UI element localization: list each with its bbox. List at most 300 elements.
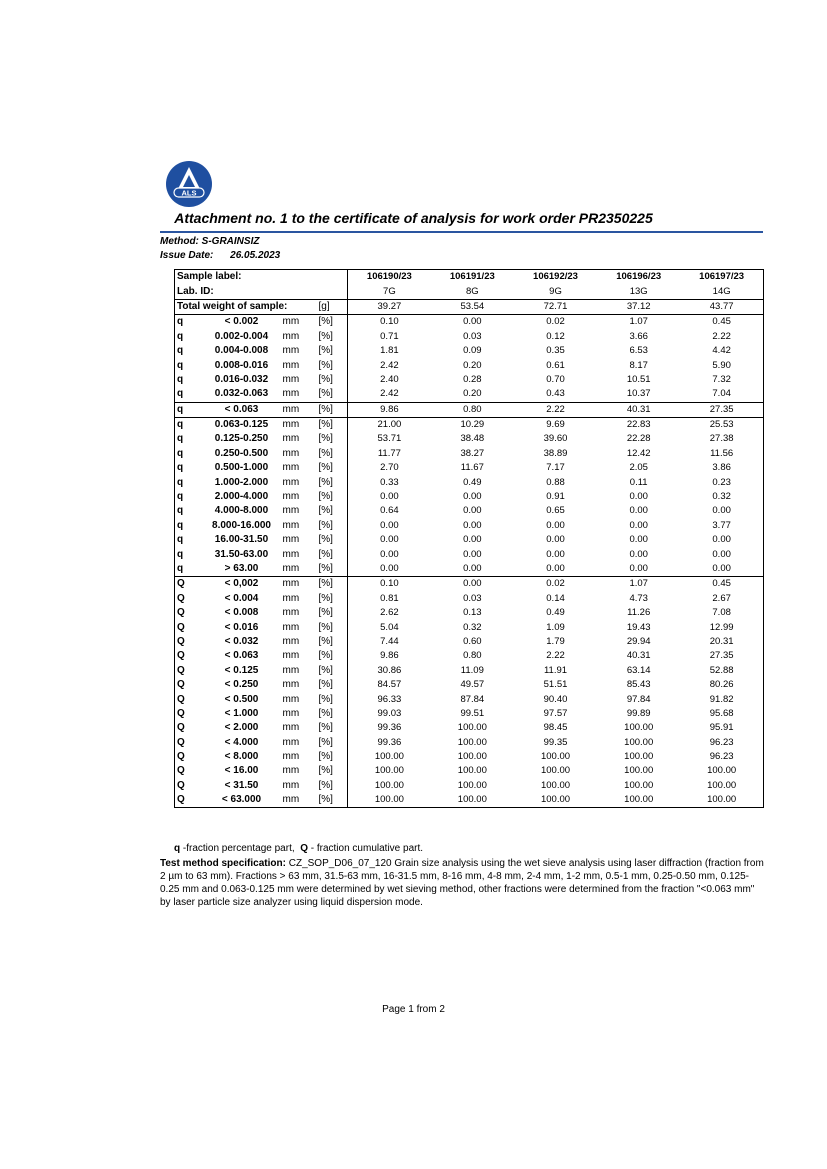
value-cell: 7.04 <box>712 388 731 400</box>
fraction-unit: mm <box>282 447 300 459</box>
fraction-unit: mm <box>282 491 300 503</box>
value-cell: 7.44 <box>348 635 431 649</box>
fraction-type: q <box>175 417 201 432</box>
percent-unit: [%] <box>318 679 333 691</box>
value-cell: 11.91 <box>543 664 568 676</box>
total-weight-cell: 72.71 <box>514 299 597 314</box>
percent-unit: [%] <box>318 447 333 459</box>
fraction-unit: mm <box>282 621 300 633</box>
value-cell: 9.86 <box>348 402 431 417</box>
fraction-type: Q <box>177 751 185 763</box>
fraction-range: 0.250-0.500 <box>214 447 269 459</box>
value-cell: 100.00 <box>457 779 487 791</box>
total-weight-header: Total weight of sample: <box>175 299 319 314</box>
percent-unit: [%] <box>318 707 333 719</box>
fraction-unit: mm <box>283 315 319 330</box>
spec-text: CZ_SOP_D06_07_120 Grain size analysis using the wet sieve analysis using laser diffraction (fraction from 2 µm to 63 mm). Fractions > 63 mm, 31.5-63 mm, 16-31.5 mm, 8-16 mm, 4-8 mm, 2-4 mm, 1-2 mm, 0.5-1 mm, 0.25-0.50 mm, 0.125-0.25 mm and 0.063-0.125 mm were determined by wet sieving method, other fractions were determined from the fraction "<0.063 mm" by laser particle size analyzer using liquid dispersion mode. <box>160 858 764 908</box>
fraction-unit: mm <box>282 388 300 400</box>
fraction-type: Q <box>177 736 185 748</box>
legend <box>174 843 423 854</box>
table-row <box>175 358 764 372</box>
fraction-range: < 8.000 <box>224 751 259 763</box>
fraction-type: Q <box>177 621 185 633</box>
value-cell: 2.42 <box>348 387 431 402</box>
value-cell: 0.49 <box>546 607 565 619</box>
table-row <box>175 387 764 402</box>
fraction-range: 0.125-0.250 <box>214 433 269 445</box>
percent-unit: [%] <box>319 577 343 592</box>
fraction-unit: mm <box>282 373 300 385</box>
fraction-type: q <box>177 345 184 357</box>
value-cell: 0.49 <box>463 476 482 488</box>
table-row <box>175 736 764 750</box>
value-cell: 0.00 <box>463 505 482 517</box>
value-cell: 29.94 <box>626 635 651 647</box>
value-cell: 98.45 <box>543 722 568 734</box>
issue-date-value: 26.05.2023 <box>230 250 281 261</box>
fraction-range: < 0.032 <box>224 635 259 647</box>
fraction-unit: mm <box>282 650 300 662</box>
value-cell: 3.77 <box>712 519 731 531</box>
value-cell: 5.90 <box>712 359 731 371</box>
fraction-unit: mm <box>282 635 300 647</box>
value-cell: 2.22 <box>546 650 565 662</box>
fraction-range: < 0.500 <box>224 693 259 705</box>
value-cell: 0.00 <box>431 577 514 592</box>
fraction-type: q <box>177 505 184 517</box>
logo-text: ALS <box>181 188 197 198</box>
value-cell: 97.84 <box>626 693 651 705</box>
value-cell: 99.35 <box>543 736 568 748</box>
issue-date-label: Issue Date: <box>160 250 214 261</box>
value-cell: 30.86 <box>348 664 431 678</box>
table-row <box>175 649 764 663</box>
value-cell: 90.40 <box>543 693 568 705</box>
method-value: S-GRAINSIZ <box>201 236 260 247</box>
fraction-unit: mm <box>282 534 300 546</box>
value-cell: 52.88 <box>709 664 734 676</box>
results-table <box>174 269 764 808</box>
value-cell: 100.00 <box>348 764 431 778</box>
value-cell: 10.37 <box>626 388 651 400</box>
table-row <box>175 504 764 518</box>
table-row <box>175 417 764 432</box>
value-cell: 0.32 <box>712 491 731 503</box>
fraction-unit: mm <box>282 330 300 342</box>
fraction-unit: mm <box>282 592 300 604</box>
fraction-range: < 31.50 <box>224 779 259 791</box>
value-cell: 0.00 <box>463 548 482 560</box>
value-cell: 0.35 <box>546 345 565 357</box>
value-cell: 11.56 <box>710 447 734 459</box>
value-cell: 96.23 <box>709 736 734 748</box>
value-cell: 0.02 <box>514 577 597 592</box>
fraction-type: Q <box>177 765 185 777</box>
value-cell: 1.79 <box>546 635 565 647</box>
value-cell: 100.00 <box>457 722 487 734</box>
value-cell: 0.23 <box>712 476 731 488</box>
fraction-unit: mm <box>282 607 300 619</box>
table-row <box>175 475 764 489</box>
fraction-type: Q <box>177 592 185 604</box>
value-cell: 0.65 <box>546 505 565 517</box>
value-cell: 100.00 <box>457 751 487 763</box>
value-cell: 0.70 <box>546 373 565 385</box>
fraction-type: q <box>177 447 184 459</box>
fraction-range: < 0.250 <box>224 679 259 691</box>
table-row <box>175 562 764 577</box>
value-cell: 0.12 <box>546 330 565 342</box>
value-cell: 38.27 <box>460 447 485 459</box>
fraction-unit: mm <box>282 779 300 791</box>
fraction-unit: mm <box>282 707 300 719</box>
fraction-range: > 63.00 <box>224 563 259 574</box>
fraction-type: Q <box>177 722 185 734</box>
legend-Q-text: - fraction cumulative part. <box>310 843 424 854</box>
table-row <box>175 461 764 475</box>
fraction-range: < 0.125 <box>224 664 259 676</box>
fraction-type: Q <box>177 607 185 619</box>
fraction-range: 0.004-0.008 <box>214 345 269 357</box>
value-cell: 3.86 <box>712 462 731 474</box>
spec-label: Test method specification: <box>160 858 286 869</box>
fraction-range: < 0.063 <box>224 650 259 662</box>
table-row <box>175 547 764 561</box>
fraction-range: < 4.000 <box>224 736 259 748</box>
value-cell: 49.57 <box>460 679 485 691</box>
percent-unit: [%] <box>318 548 333 560</box>
value-cell: 96.33 <box>348 692 431 706</box>
value-cell: 0.60 <box>463 635 482 647</box>
table-row <box>175 577 764 592</box>
fraction-range: 8.000-16.000 <box>212 519 271 531</box>
value-cell: 0.00 <box>348 562 431 577</box>
fraction-type: q <box>175 315 201 330</box>
value-cell: 8.17 <box>629 359 648 371</box>
fraction-range: 0.016-0.032 <box>214 373 269 385</box>
value-cell: 25.53 <box>680 417 763 432</box>
sample-label-cell: 106197/23 <box>699 271 745 283</box>
value-cell: 100.00 <box>624 765 654 777</box>
value-cell: 100.00 <box>707 794 737 806</box>
value-cell: 53.71 <box>348 432 431 446</box>
table-row <box>175 620 764 634</box>
fraction-type: q <box>177 373 184 385</box>
table-row <box>175 402 764 417</box>
value-cell: 0.00 <box>546 534 565 546</box>
value-cell: 100.00 <box>624 736 654 748</box>
fraction-type: q <box>177 462 184 474</box>
table-row <box>175 707 764 721</box>
value-cell: 100.00 <box>540 765 571 777</box>
fraction-range: 1.000-2.000 <box>214 476 269 488</box>
fraction-type: Q <box>177 779 185 791</box>
fraction-type: q <box>177 548 184 560</box>
percent-unit: [%] <box>318 635 333 647</box>
value-cell: 22.83 <box>597 417 680 432</box>
value-cell: 0.00 <box>348 490 431 504</box>
value-cell: 0.02 <box>514 315 597 330</box>
value-cell: 11.09 <box>460 664 484 676</box>
value-cell: 9.69 <box>514 417 597 432</box>
value-cell: 0.33 <box>348 475 431 489</box>
value-cell: 87.84 <box>460 693 485 705</box>
value-cell: 1.07 <box>597 577 680 592</box>
value-cell: 0.88 <box>546 476 565 488</box>
fraction-type: q <box>177 491 184 503</box>
value-cell: 0.00 <box>629 534 648 546</box>
value-cell: 0.81 <box>348 592 431 606</box>
value-cell: 100.00 <box>540 794 571 806</box>
fraction-type: q <box>175 402 201 417</box>
fraction-type: Q <box>177 707 185 719</box>
total-weight-cell: 39.27 <box>348 299 431 314</box>
fraction-unit: mm <box>282 359 300 371</box>
table-row <box>175 664 764 678</box>
value-cell: 95.68 <box>709 707 734 719</box>
percent-unit: [%] <box>318 433 333 445</box>
value-cell: 0.80 <box>431 402 514 417</box>
value-cell: 4.42 <box>712 345 731 357</box>
fraction-range: < 0.002 <box>201 315 283 330</box>
percent-unit: [%] <box>318 476 333 488</box>
value-cell: 95.91 <box>709 722 734 734</box>
lab-id-row <box>175 284 764 299</box>
value-cell: 100.00 <box>624 779 654 791</box>
fraction-type: Q <box>177 664 185 676</box>
value-cell: 0.20 <box>463 359 482 371</box>
percent-unit: [%] <box>318 779 333 791</box>
legend-Q-symbol: Q <box>300 843 308 854</box>
page-number: Page 1 from 2 <box>382 1004 445 1015</box>
value-cell: 0.91 <box>546 491 565 503</box>
fraction-type: q <box>177 330 184 342</box>
fraction-unit: mm <box>282 563 300 574</box>
table-row <box>175 779 764 793</box>
table-row <box>175 447 764 461</box>
value-cell: 2.22 <box>514 402 597 417</box>
fraction-unit: mm <box>282 476 300 488</box>
fraction-range: 16.00-31.50 <box>214 534 269 546</box>
table-row <box>175 344 764 358</box>
value-cell: 10.51 <box>626 373 651 385</box>
fraction-unit: mm <box>282 736 300 748</box>
value-cell: 3.66 <box>629 330 648 342</box>
fraction-type: q <box>177 433 184 445</box>
sample-label-row <box>175 270 764 285</box>
fraction-range: 0.008-0.016 <box>214 359 269 371</box>
fraction-unit: mm <box>282 679 300 691</box>
fraction-type: Q <box>177 693 185 705</box>
value-cell: 0.71 <box>348 330 431 344</box>
value-cell: 7.32 <box>712 373 731 385</box>
lab-id-header: Lab. ID: <box>177 285 214 297</box>
value-cell: 100.00 <box>457 736 487 748</box>
value-cell: 40.31 <box>597 402 680 417</box>
value-cell: 0.00 <box>629 548 648 560</box>
percent-unit: [%] <box>318 693 333 705</box>
fraction-type: q <box>177 359 184 371</box>
fraction-range: < 1.000 <box>224 707 259 719</box>
value-cell: 27.35 <box>680 402 763 417</box>
test-method-specification <box>160 857 765 909</box>
value-cell: 4.73 <box>629 592 648 604</box>
value-cell: 38.48 <box>460 433 485 445</box>
value-cell: 0.00 <box>712 505 731 517</box>
value-cell: 7.17 <box>546 462 565 474</box>
value-cell: 0.00 <box>348 533 431 547</box>
fraction-unit: mm <box>282 664 300 676</box>
value-cell: 100.00 <box>707 779 737 791</box>
value-cell: 100.00 <box>624 794 654 806</box>
value-cell: 12.42 <box>626 447 651 459</box>
percent-unit: [%] <box>318 330 333 342</box>
percent-unit: [%] <box>318 505 333 517</box>
value-cell: 0.00 <box>712 563 731 574</box>
fraction-range: 0.002-0.004 <box>214 330 269 342</box>
value-cell: 27.38 <box>709 433 734 445</box>
sample-label-cell: 106196/23 <box>616 271 662 283</box>
table-row <box>175 721 764 735</box>
fraction-range: < 0.016 <box>224 621 259 633</box>
value-cell: 0.00 <box>712 548 731 560</box>
percent-unit: [%] <box>318 592 333 604</box>
table-row <box>175 750 764 764</box>
value-cell: 0.00 <box>629 519 648 531</box>
table-row <box>175 692 764 706</box>
value-cell: 99.36 <box>348 721 431 735</box>
value-cell: 11.26 <box>627 607 651 619</box>
value-cell: 0.00 <box>463 519 482 531</box>
value-cell: 0.00 <box>629 563 648 574</box>
value-cell: 11.67 <box>460 462 484 474</box>
fraction-unit: mm <box>282 548 300 560</box>
fraction-unit: mm <box>283 577 319 592</box>
lab-id-cell: 7G <box>348 284 431 299</box>
fraction-unit: mm <box>282 462 300 474</box>
table-row <box>175 432 764 446</box>
percent-unit: [%] <box>318 650 333 662</box>
lab-id-cell: 13G <box>629 285 648 297</box>
fraction-unit: mm <box>282 505 300 517</box>
value-cell: 0.10 <box>348 577 431 592</box>
percent-unit: [%] <box>318 794 333 806</box>
value-cell: 2.62 <box>348 606 431 620</box>
value-cell: 12.99 <box>709 621 734 633</box>
fraction-range: < 0.008 <box>224 607 259 619</box>
percent-unit: [%] <box>318 388 333 400</box>
lab-id-cell: 14G <box>712 285 731 297</box>
fraction-range: 31.50-63.00 <box>214 548 269 560</box>
value-cell: 0.80 <box>463 650 482 662</box>
percent-unit: [%] <box>318 722 333 734</box>
percent-unit: [%] <box>318 563 333 574</box>
value-cell: 0.64 <box>348 504 431 518</box>
value-cell: 11.77 <box>348 447 431 461</box>
value-cell: 0.00 <box>463 534 482 546</box>
percent-unit: [%] <box>318 373 333 385</box>
value-cell: 100.00 <box>707 765 737 777</box>
value-cell: 39.60 <box>543 433 568 445</box>
value-cell: 99.89 <box>626 707 651 719</box>
legend-q-symbol: q <box>174 843 181 854</box>
fraction-unit: mm <box>282 722 300 734</box>
fraction-unit: mm <box>282 794 300 806</box>
fraction-range: 0.032-0.063 <box>214 388 269 400</box>
fraction-type: Q <box>177 679 185 691</box>
fraction-range: < 63.000 <box>221 794 262 806</box>
value-cell: 19.43 <box>626 621 651 633</box>
issue-date-line <box>160 250 280 261</box>
value-cell: 1.81 <box>348 344 431 358</box>
table-row <box>175 373 764 387</box>
fraction-unit: mm <box>282 345 300 357</box>
value-cell: 40.31 <box>626 650 651 662</box>
value-cell: 80.26 <box>709 679 734 691</box>
table-row <box>175 330 764 344</box>
value-cell: 63.14 <box>626 664 651 676</box>
value-cell: 27.35 <box>709 650 734 662</box>
value-cell: 100.00 <box>624 722 654 734</box>
percent-unit: [%] <box>318 621 333 633</box>
title-divider <box>160 231 763 233</box>
total-weight-row <box>175 299 764 314</box>
value-cell: 7.08 <box>712 607 731 619</box>
value-cell: 0.00 <box>431 315 514 330</box>
fraction-unit: mm <box>282 751 300 763</box>
value-cell: 0.03 <box>463 592 482 604</box>
value-cell: 1.07 <box>597 315 680 330</box>
value-cell: 6.53 <box>629 345 648 357</box>
percent-unit: [%] <box>319 402 343 417</box>
table-row <box>175 315 764 330</box>
value-cell: 0.00 <box>463 563 482 574</box>
value-cell: 0.32 <box>463 621 482 633</box>
value-cell: 0.28 <box>463 373 482 385</box>
value-cell: 10.29 <box>431 417 514 432</box>
value-cell: 99.51 <box>460 707 485 719</box>
fraction-range: 0.063-0.125 <box>201 417 283 432</box>
percent-unit: [%] <box>319 417 343 432</box>
percent-unit: [%] <box>318 607 333 619</box>
value-cell: 51.51 <box>543 679 568 691</box>
value-cell: 2.05 <box>629 462 648 474</box>
percent-unit: [%] <box>318 765 333 777</box>
value-cell: 22.28 <box>626 433 651 445</box>
fraction-range: < 0.004 <box>224 592 259 604</box>
table-row <box>175 606 764 620</box>
fraction-unit: mm <box>282 765 300 777</box>
fraction-type: q <box>177 519 184 531</box>
value-cell: 20.31 <box>709 635 734 647</box>
value-cell: 100.00 <box>348 779 431 793</box>
fraction-unit: mm <box>283 402 319 417</box>
table-row <box>175 490 764 504</box>
value-cell: 100.00 <box>348 750 431 764</box>
value-cell: 0.00 <box>629 505 648 517</box>
table-row <box>175 793 764 808</box>
fraction-range: 4.000-8.000 <box>214 505 269 517</box>
percent-unit: [%] <box>318 751 333 763</box>
fraction-unit: mm <box>282 519 300 531</box>
value-cell: 0.45 <box>680 577 763 592</box>
fraction-range: < 0,002 <box>201 577 283 592</box>
value-cell: 100.00 <box>540 779 571 791</box>
method-line <box>160 236 259 247</box>
value-cell: 0.20 <box>463 388 482 400</box>
value-cell: 0.00 <box>463 491 482 503</box>
sample-label-header: Sample label: <box>177 271 242 283</box>
